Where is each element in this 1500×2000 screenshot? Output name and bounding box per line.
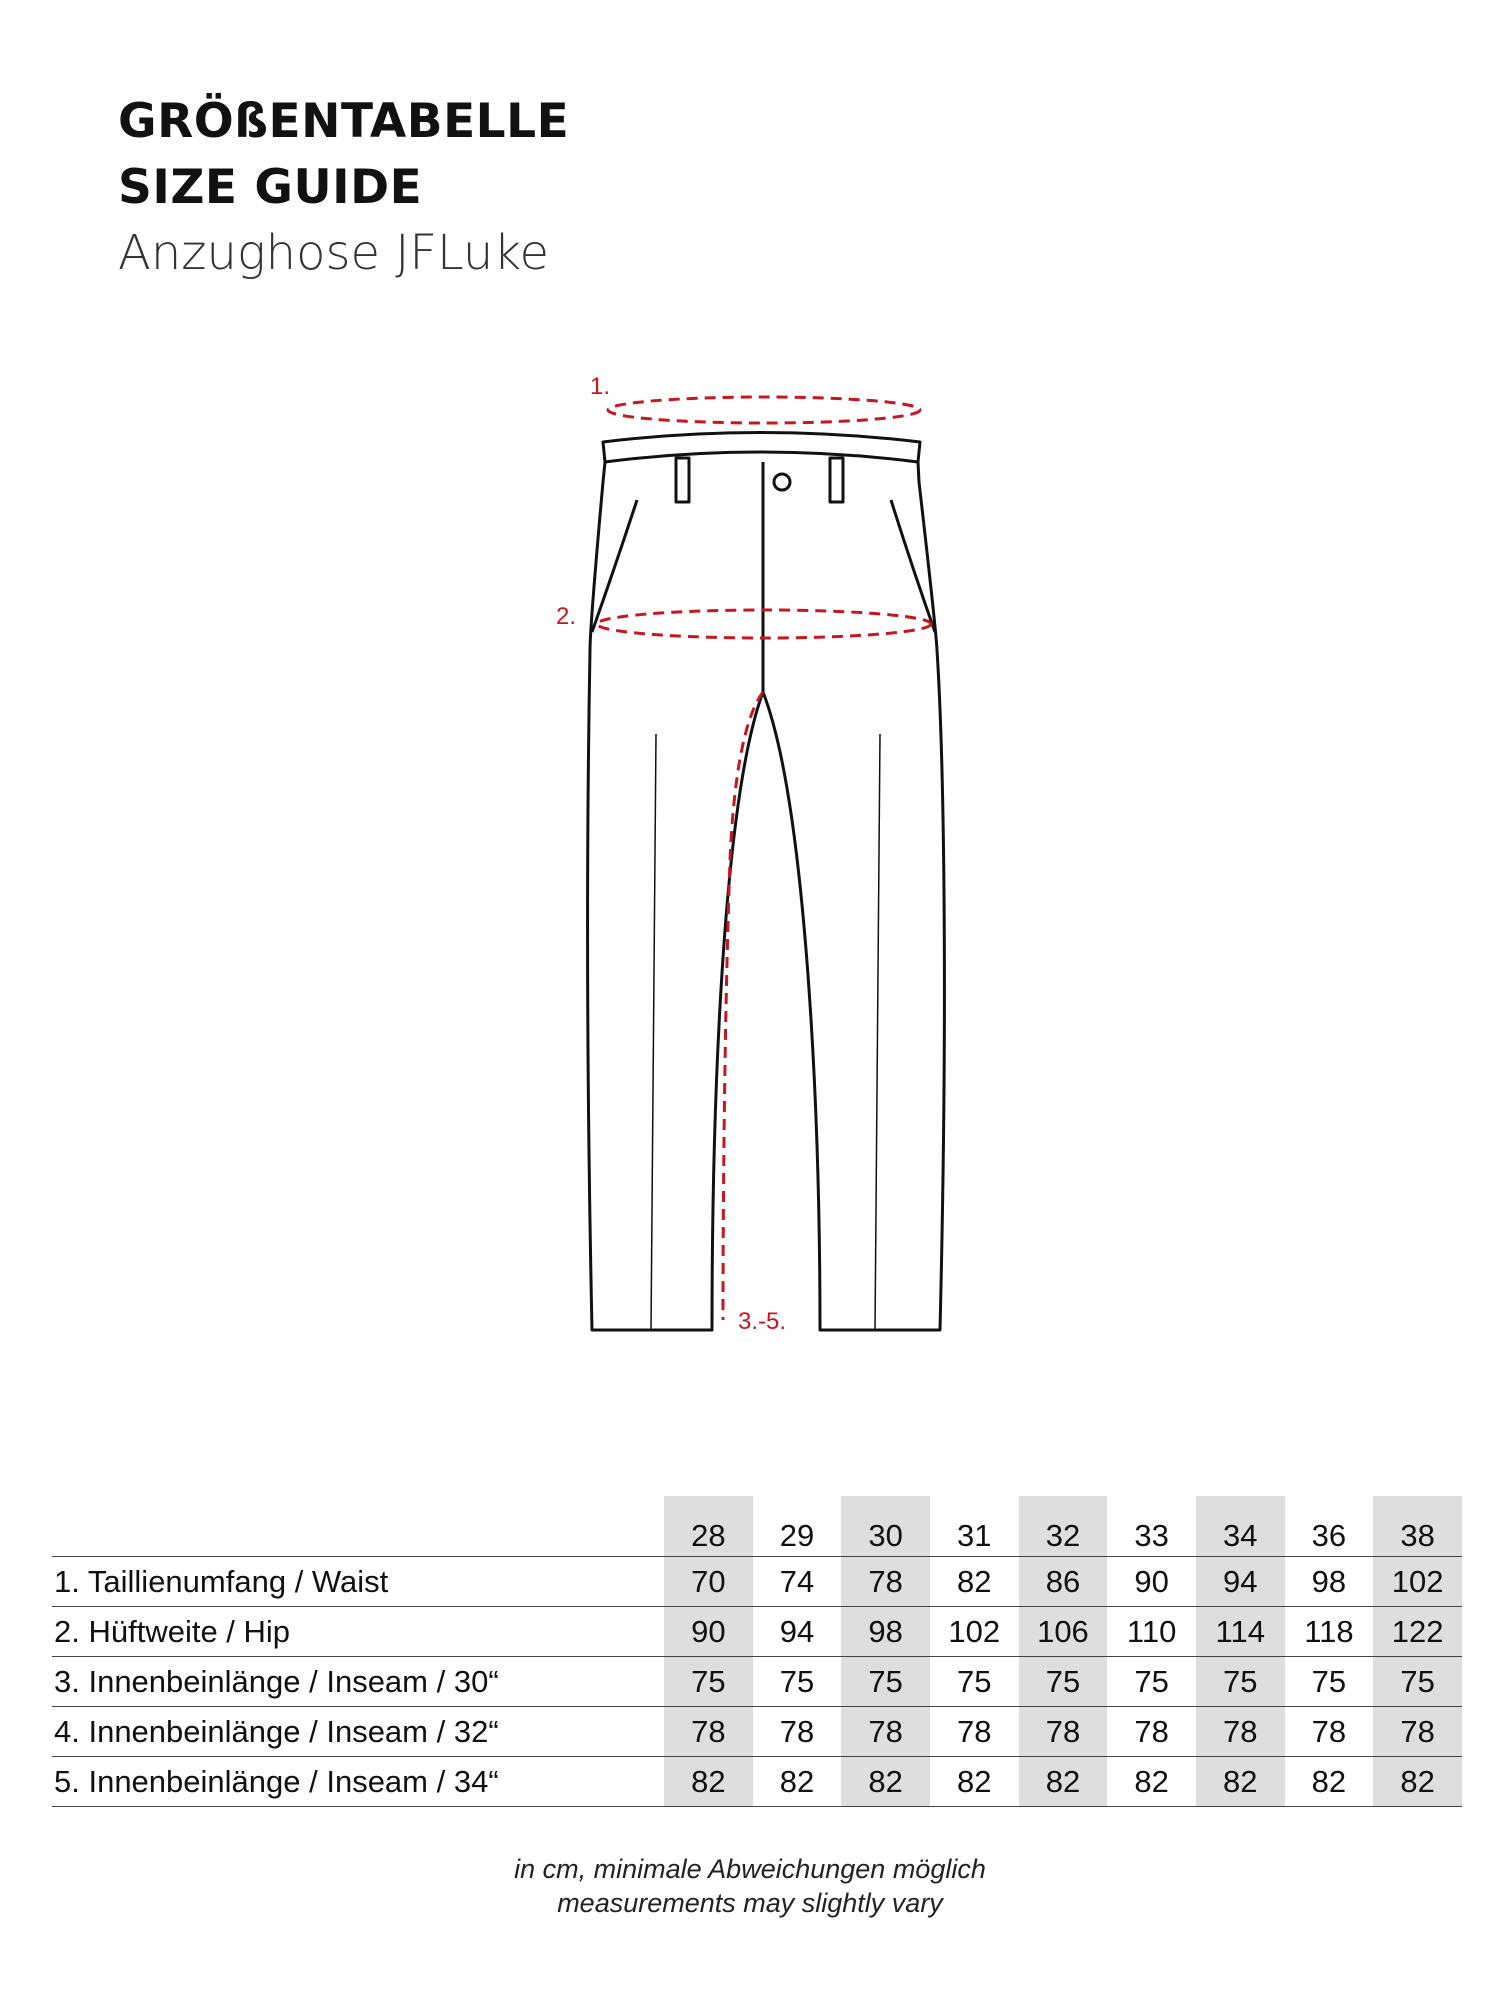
measurement-cell: 82	[664, 1757, 753, 1807]
measurement-cell: 82	[1019, 1757, 1108, 1807]
right-crease	[875, 734, 880, 1330]
left-crease	[651, 734, 656, 1330]
measurement-cell: 78	[841, 1557, 930, 1607]
measurement-cell: 90	[664, 1607, 753, 1657]
left-leg-outline	[588, 462, 763, 1330]
measurement-cell: 78	[664, 1707, 753, 1757]
measurement-cell: 118	[1285, 1607, 1374, 1657]
measurement-cell: 75	[841, 1657, 930, 1707]
size-header-cell: 33	[1134, 1518, 1169, 1553]
row-label: 3. Innenbeinlänge / Inseam / 30“	[52, 1657, 664, 1707]
measure-label-1: 1.	[590, 373, 611, 400]
size-header-cell: 34	[1196, 1496, 1285, 1557]
measurement-cell: 98	[1285, 1557, 1374, 1607]
measurement-cell: 106	[1019, 1607, 1108, 1657]
measurement-cell: 82	[930, 1557, 1019, 1607]
waist-measure-ellipse	[608, 397, 920, 423]
measurement-cell: 78	[753, 1707, 842, 1757]
corner-cell	[52, 1496, 664, 1557]
waistband	[603, 433, 920, 463]
belt-loop-right	[830, 458, 843, 502]
table-row	[52, 1757, 1462, 1807]
row-label: 1. Taillienumfang / Waist	[52, 1557, 664, 1607]
measurement-cell: 82	[1196, 1757, 1285, 1807]
measurement-cell: 82	[1107, 1757, 1196, 1807]
title-english: SIZE GUIDE	[118, 160, 423, 215]
measurement-cell: 75	[753, 1657, 842, 1707]
measurement-cell: 82	[1285, 1757, 1374, 1807]
table-row	[52, 1557, 1462, 1607]
measurement-cell: 75	[664, 1657, 753, 1707]
size-header-cell: 28	[664, 1496, 753, 1557]
measurement-cell: 86	[1019, 1557, 1108, 1607]
measurement-cell: 75	[1285, 1657, 1374, 1707]
measurement-cell: 94	[753, 1607, 842, 1657]
table-row	[52, 1707, 1462, 1757]
row-label: 5. Innenbeinlänge / Inseam / 34“	[52, 1757, 664, 1807]
right-leg-outline	[763, 462, 944, 1330]
trousers-outline-icon	[588, 433, 945, 1331]
measurement-cell: 78	[1019, 1707, 1108, 1757]
measurement-cell: 75	[1107, 1657, 1196, 1707]
measurement-cell: 110	[1107, 1607, 1196, 1657]
measurement-cell: 102	[1373, 1557, 1462, 1607]
measurement-cell: 82	[841, 1757, 930, 1807]
measurement-cell: 78	[841, 1707, 930, 1757]
measurement-cell: 78	[1107, 1707, 1196, 1757]
inseam-measure-line	[723, 692, 763, 1320]
title-german: GRÖßENTABELLE	[118, 94, 570, 149]
measurement-cell: 78	[930, 1707, 1019, 1757]
size-header-cell: 38	[1373, 1496, 1462, 1557]
measure-label-3-5: 3.-5.	[738, 1308, 787, 1335]
measurement-cell: 102	[930, 1607, 1019, 1657]
measurement-cell: 70	[664, 1557, 753, 1607]
size-header-cell: 29	[779, 1518, 815, 1553]
measurement-cell: 74	[753, 1557, 842, 1607]
measurement-cell: 98	[841, 1607, 930, 1657]
size-header-row	[52, 1496, 1462, 1557]
size-header-cell: 30	[841, 1496, 930, 1557]
note-german: in cm, minimale Abweichungen möglich	[514, 1854, 986, 1884]
measurement-cell: 75	[930, 1657, 1019, 1707]
row-label: 4. Innenbeinlänge / Inseam / 32“	[52, 1707, 664, 1757]
measurement-cell: 94	[1196, 1557, 1285, 1607]
measurement-cell: 82	[1373, 1757, 1462, 1807]
size-header-cell: 32	[1019, 1496, 1108, 1557]
note-english: measurements may slightly vary	[557, 1888, 943, 1918]
measurement-cell: 114	[1196, 1607, 1285, 1657]
belt-loop-left	[676, 458, 689, 502]
measurement-cell: 122	[1373, 1607, 1462, 1657]
size-header-cell: 36	[1311, 1518, 1347, 1553]
size-header-cell: 31	[957, 1518, 992, 1553]
table-row	[52, 1607, 1462, 1657]
measurement-cell: 82	[753, 1757, 842, 1807]
product-name: Anzughose JFLuke	[118, 225, 549, 281]
measurement-cell: 78	[1285, 1707, 1374, 1757]
row-label: 2. Hüftweite / Hip	[52, 1607, 664, 1657]
measurement-cell: 75	[1373, 1657, 1462, 1707]
measurement-cell: 75	[1019, 1657, 1108, 1707]
measurement-cell: 82	[930, 1757, 1019, 1807]
measurement-cell: 78	[1373, 1707, 1462, 1757]
trousers-diagram	[0, 360, 1500, 1360]
measure-label-2: 2.	[556, 603, 577, 630]
measurement-cell: 78	[1196, 1707, 1285, 1757]
measurement-cell: 90	[1107, 1557, 1196, 1607]
table-row	[52, 1657, 1462, 1707]
size-table	[52, 1496, 1462, 1807]
button-icon	[774, 474, 790, 490]
measurement-cell: 75	[1196, 1657, 1285, 1707]
